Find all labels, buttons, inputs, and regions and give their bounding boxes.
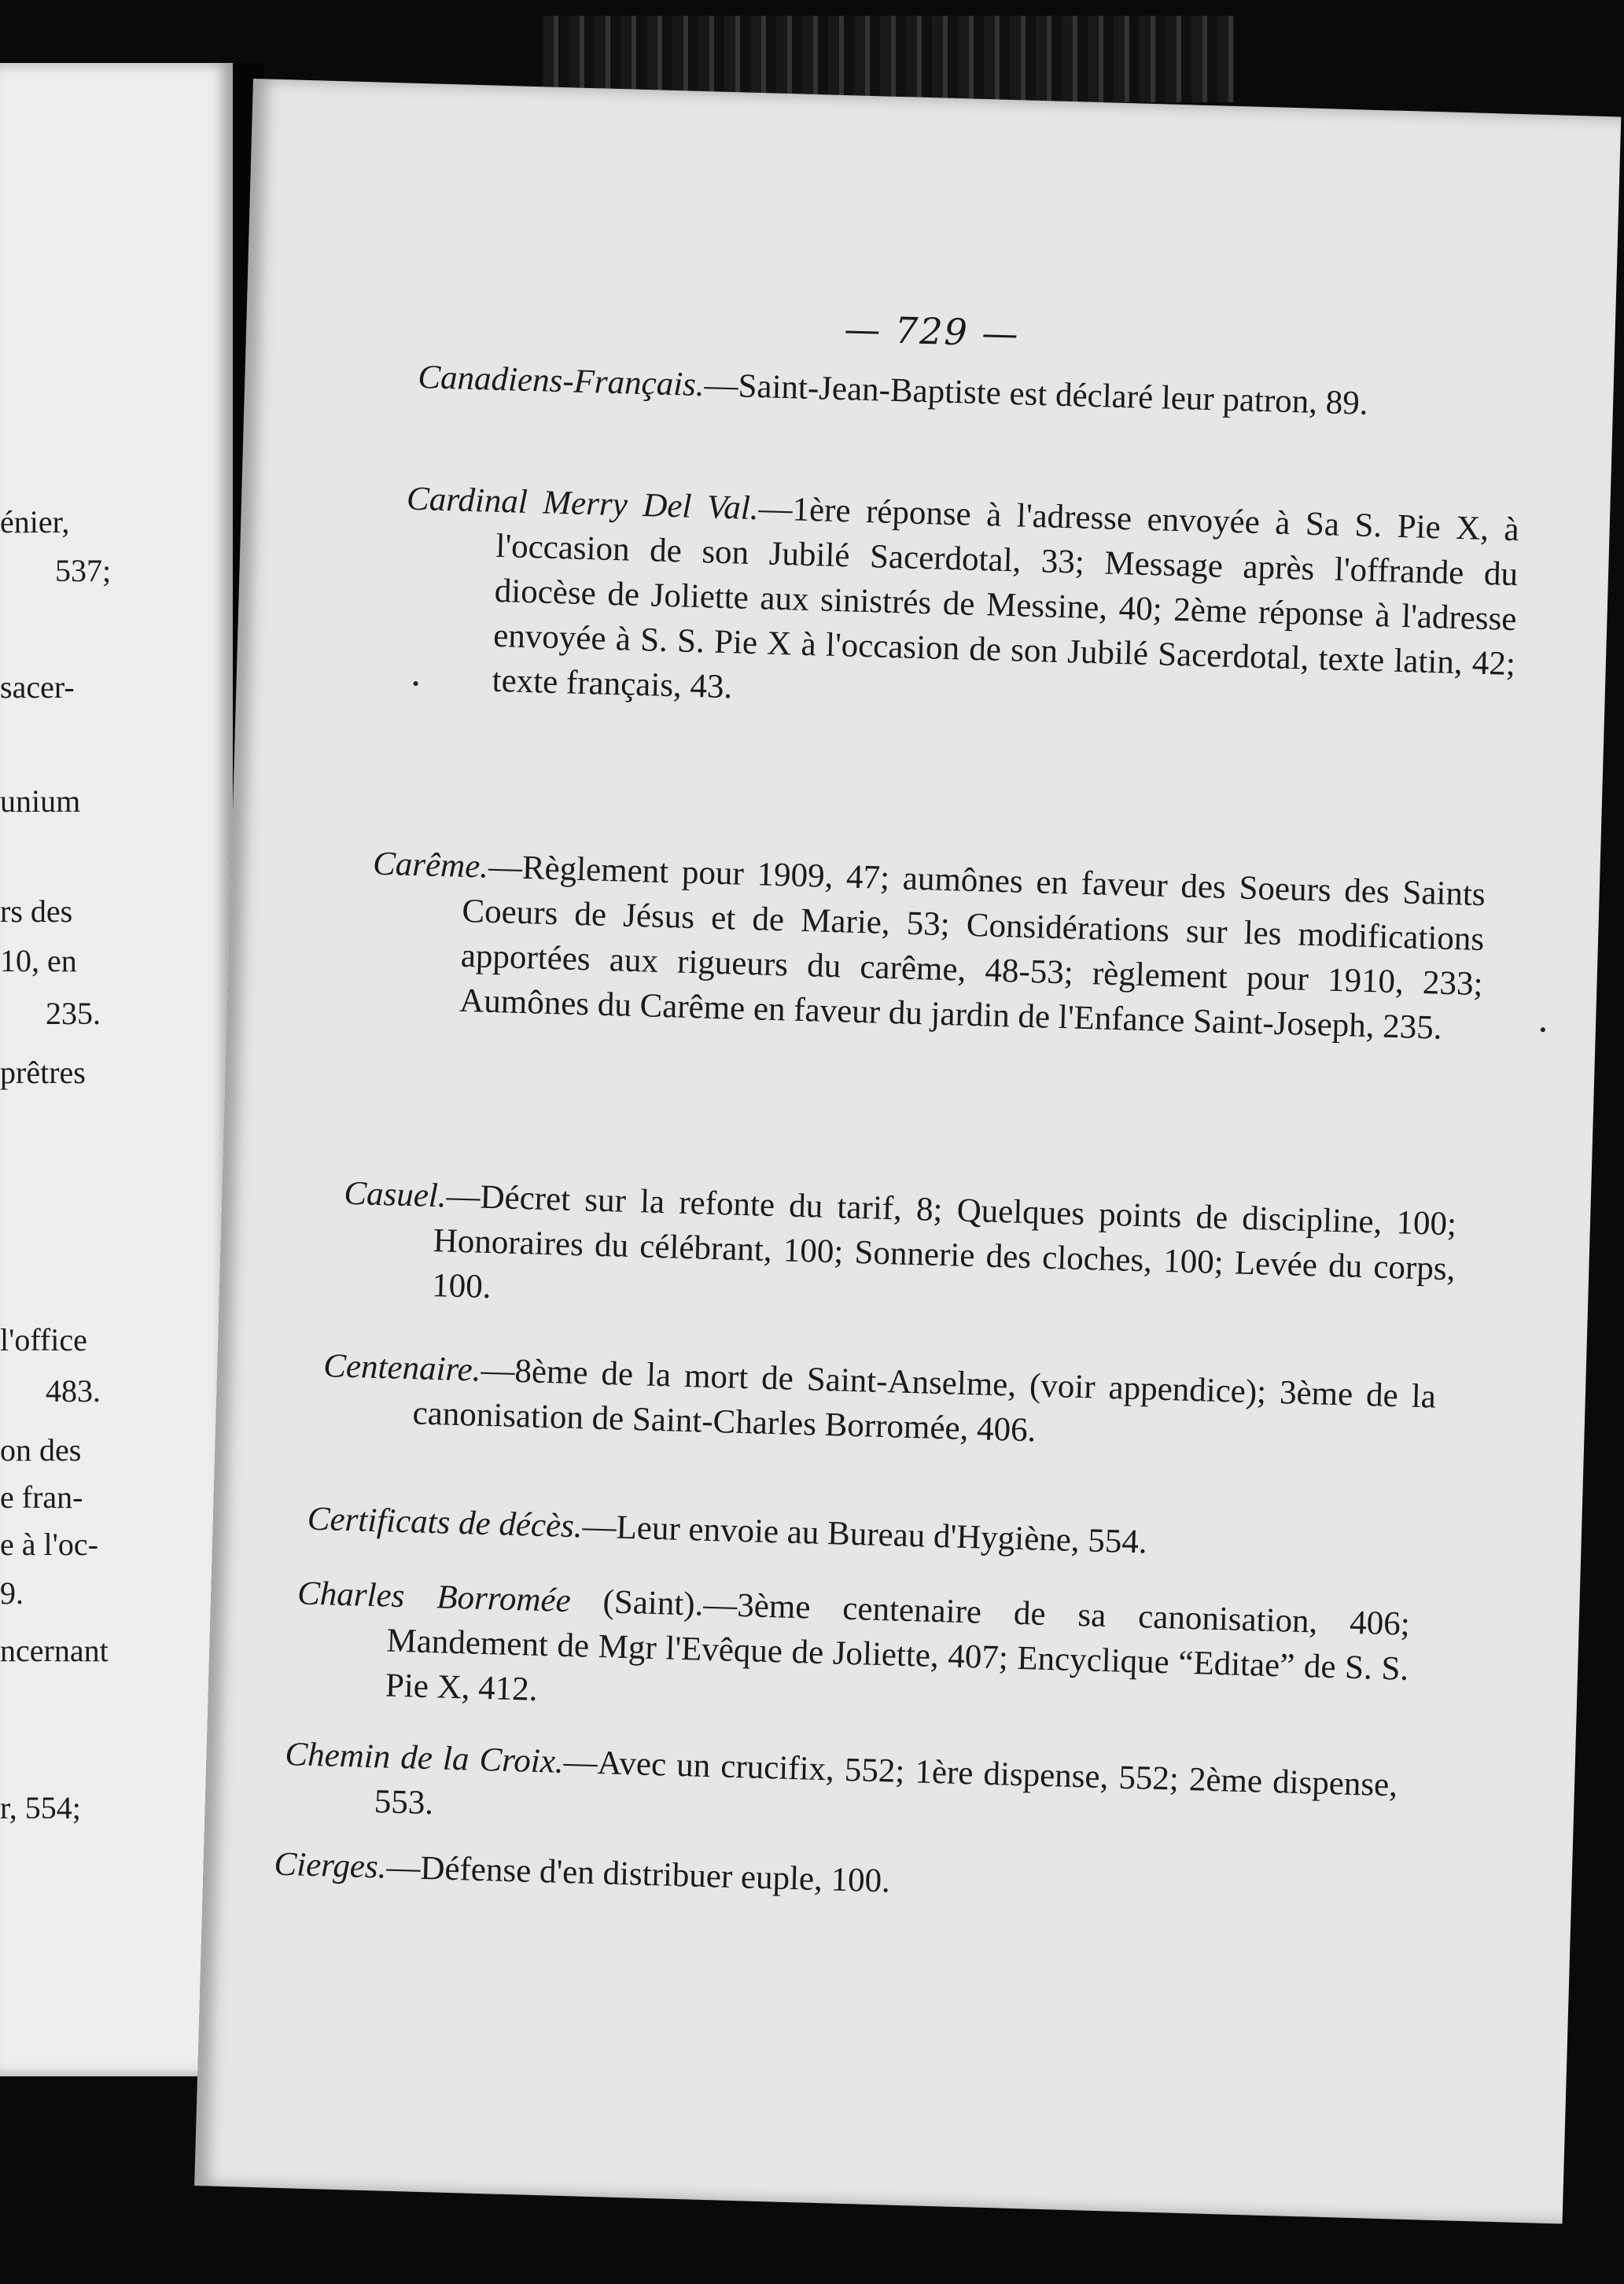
index-entry — [401, 477, 1519, 731]
entry-text: (Saint).—3ème centenaire de sa canonisation, 406; Mandement de Mgr l'Evêque de Joliette, 407; Encyclique “Editae” de S. S. Pie X, 412. — [385, 1582, 1411, 1708]
entry-text: —Saint-Jean-Baptiste est déclaré leur patron, 89. — [703, 367, 1369, 422]
left-fragment: on des — [0, 1432, 82, 1468]
left-fragment: sacer- — [0, 669, 75, 705]
index-entry — [369, 842, 1486, 1052]
left-fragment: rs des — [0, 893, 73, 929]
index-entry — [322, 1343, 1437, 1464]
left-fragment: 235. — [46, 996, 101, 1031]
left-fragment: unium — [0, 783, 81, 819]
left-fragment: l'office — [0, 1322, 87, 1358]
left-fragment: 537; — [55, 553, 112, 588]
index-entry — [283, 1732, 1398, 1852]
index-entry — [418, 355, 1531, 430]
entry-text: —Défense d'en distribuer euple, 100. — [385, 1848, 891, 1900]
left-fragment: r, 554; — [0, 1790, 81, 1825]
entry-text: —1ère réponse à l'adresse envoyée à Sa S. Pie X, à l'occasion de son Jubilé Sacerdotal, 33; Message après l'offrande du diocèse de Joliette aux sinistrés de Messine, 40; 2ème réponse à l'adresse envoyée à S. S. Pie X à l'occasion de son Jubilé Sacerdotal, texte latin, 42; texte français, 43. — [492, 490, 1520, 706]
entry-head: Chemin de la Croix. — [284, 1735, 565, 1781]
left-page — [0, 63, 234, 2076]
index-entry — [294, 1571, 1410, 1736]
left-fragment: e à l'oc- — [0, 1527, 98, 1562]
index-entry — [341, 1171, 1456, 1336]
entry-text: —8ème de la mort de Saint-Anselme, (voir appendice); 3ème de la canonisation de Saint-Charles Borromée, 406. — [412, 1351, 1437, 1450]
entry-head: Casuel. — [343, 1174, 447, 1215]
entry-head: Carême. — [372, 845, 489, 886]
left-fragment: ncernant — [0, 1633, 109, 1668]
left-fragment: 483. — [46, 1373, 101, 1409]
entry-text: —Avec un crucifix, 552; 1ère dispense, 552; 2ème dispense, 553. — [374, 1743, 1398, 1822]
entry-head: Charles Borromée — [296, 1575, 572, 1620]
index-entry — [307, 1497, 1420, 1572]
entry-head: Canadiens-Français. — [417, 359, 705, 404]
left-fragment: 10, en — [0, 943, 77, 978]
left-fragment: 9. — [0, 1575, 24, 1611]
entry-head: Cierges. — [273, 1845, 388, 1886]
speck-mark — [414, 681, 418, 686]
speck-mark — [1541, 1027, 1545, 1032]
right-page — [194, 79, 1621, 2224]
left-fragment: e fran- — [0, 1479, 83, 1515]
entry-text: —Décret sur la refonte du tarif, 8; Quelques points de discipline, 100; Honoraires du célébrant, 100; Sonnerie des cloches, 100; Levée du corps, 100. — [431, 1177, 1457, 1306]
entry-head: Cardinal Merry Del Val. — [406, 480, 760, 528]
left-fragment: énier, — [0, 504, 70, 540]
entry-head: Centenaire. — [322, 1347, 482, 1389]
entry-text: —Règlement pour 1909, 47; aumônes en faveur des Soeurs des Saints Coeurs de Jésus et de Marie, 53; Considérations sur les modifications apportées aux rigueurs du carême, 48-53; règlement pour 1910, 233; Aumônes du Carême en faveur du jardin de l'Enfance Saint-Joseph, 235. — [458, 848, 1486, 1047]
entry-text: —Leur envoie au Bureau d'Hygiène, 554. — [581, 1508, 1148, 1561]
page-number: — 729 — — [843, 308, 1021, 355]
index-entry — [274, 1842, 1387, 1917]
entry-head: Certificats de décès. — [307, 1500, 584, 1545]
left-fragment: prêtres — [0, 1055, 86, 1090]
